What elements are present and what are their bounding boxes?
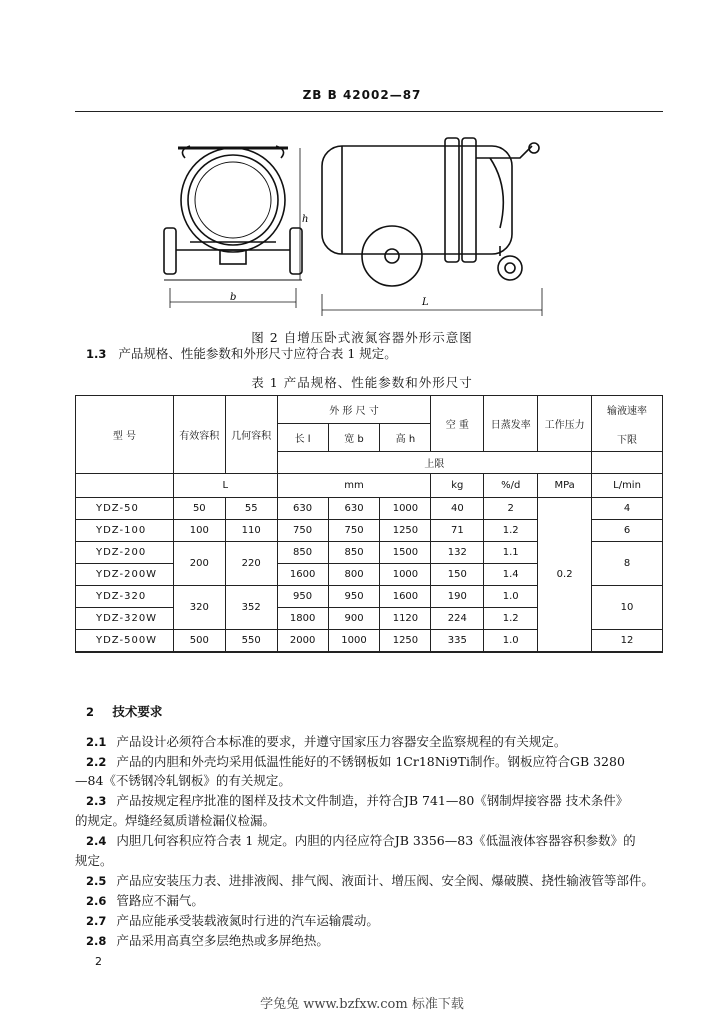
- header-working-pressure: 工作压力: [538, 396, 592, 452]
- clause-2-2-cont: —84《不锈钢冷轧钢板》的有关规定。: [75, 773, 291, 788]
- clause-text: 产品应安装压力表、进排液阀、排气阀、液面计、增压阀、安全阀、爆破膜、挠性输液管等部件。: [116, 873, 654, 888]
- unit-rate: L/min: [592, 474, 663, 498]
- cell-model: YDZ-320W: [76, 608, 174, 630]
- clause-number: 1.3: [86, 347, 107, 361]
- cell-l: 750: [277, 520, 328, 542]
- cell-h: 1250: [380, 520, 431, 542]
- header-height: 高 h: [380, 424, 431, 452]
- clause-2-6: [86, 891, 666, 911]
- header-rate-blank: [592, 452, 663, 474]
- dim-label-h: h: [302, 214, 309, 225]
- clause-number: 2.6: [86, 894, 107, 908]
- header-width: 宽 b: [328, 424, 380, 452]
- clause-number: 2.3: [86, 794, 107, 808]
- clause-text: 产品设计必须符合本标准的要求，并遵守国家压力容器安全监察规程的有关规定。: [116, 734, 567, 749]
- cell-l: 1600: [277, 564, 328, 586]
- cell-model: YDZ-320: [76, 586, 174, 608]
- cell-b: 750: [328, 520, 380, 542]
- header-delivery-rate: [592, 396, 663, 452]
- cell-h: 1000: [380, 498, 431, 520]
- cell-h: 1120: [380, 608, 431, 630]
- cell-ev: 50: [173, 498, 225, 520]
- page-number: 2: [95, 955, 102, 968]
- section-title: 技术要求: [112, 704, 163, 719]
- header-dimensions: 外 形 尺 寸: [277, 396, 431, 424]
- cell-l: 1800: [277, 608, 328, 630]
- cell-b: 800: [328, 564, 380, 586]
- clause-2-3: [86, 791, 666, 811]
- cell-weight: 71: [431, 520, 484, 542]
- header-effective-volume: 有效容积: [173, 396, 225, 474]
- cell-evap: 1.1: [484, 542, 538, 564]
- unit-volume: L: [173, 474, 277, 498]
- standard-code: ZB B 42002—87: [302, 88, 422, 102]
- cell-weight: 224: [431, 608, 484, 630]
- clause-number: 2.2: [86, 755, 107, 769]
- table-caption: 表 1 产品规格、性能参数和外形尺寸: [251, 375, 473, 390]
- clause-2-1: [86, 732, 666, 752]
- clause-number: 2.8: [86, 934, 107, 948]
- cell-pressure: 0.2: [538, 498, 592, 653]
- cell-b: 630: [328, 498, 380, 520]
- cell-rate: 6: [592, 520, 663, 542]
- cell-model: YDZ-50: [76, 498, 174, 520]
- clause-text: 产品应能承受装载液氮时行进的汽车运输震动。: [116, 913, 379, 928]
- clause-text: 产品规格、性能参数和外形尺寸应符合表 1 规定。: [118, 346, 397, 361]
- unit-weight: kg: [431, 474, 484, 498]
- dim-label-b: b: [230, 292, 237, 303]
- cell-gv: 550: [225, 630, 277, 653]
- clause-text: 产品的内胆和外壳均采用低温性能好的不锈钢板如 1Cr18Ni9Ti制作。钢板应符合GB 3280: [116, 754, 625, 769]
- header-geometric-volume: 几何容积: [225, 396, 277, 474]
- figure-caption: 图 2 自增压卧式液氮容器外形示意图: [251, 330, 473, 345]
- cell-ev: 200: [173, 542, 225, 586]
- cell-l: 630: [277, 498, 328, 520]
- clause-1-3: [86, 344, 397, 364]
- header-empty-weight: 空 重: [431, 396, 484, 452]
- cell-h: 1500: [380, 542, 431, 564]
- footer-watermark: 学兔兔 www.bzfxw.com 标准下载: [260, 997, 464, 1012]
- cell-model: YDZ-200: [76, 542, 174, 564]
- clause-number: 2.1: [86, 735, 107, 749]
- cell-evap: 1.2: [484, 608, 538, 630]
- cell-b: 1000: [328, 630, 380, 653]
- cell-gv: 220: [225, 542, 277, 586]
- unit-blank: [76, 474, 174, 498]
- clause-2-8: [86, 931, 666, 951]
- cell-gv: 55: [225, 498, 277, 520]
- clause-text: 管路应不漏气。: [116, 893, 204, 908]
- unit-dimensions: mm: [277, 474, 431, 498]
- header-model: 型 号: [76, 396, 174, 474]
- clause-2-3-cont: 的规定。焊缝经氦质谱检漏仪检漏。: [75, 813, 276, 828]
- cell-rate: 10: [592, 586, 663, 630]
- clause-number: 2.4: [86, 834, 107, 848]
- header-daily-evap: 日蒸发率: [484, 396, 538, 452]
- cell-l: 950: [277, 586, 328, 608]
- cell-h: 1250: [380, 630, 431, 653]
- cell-evap: 1.0: [484, 586, 538, 608]
- cell-b: 950: [328, 586, 380, 608]
- cell-weight: 132: [431, 542, 484, 564]
- cell-evap: 1.2: [484, 520, 538, 542]
- cell-model: YDZ-500W: [76, 630, 174, 653]
- unit-pressure: MPa: [538, 474, 592, 498]
- header-length: 长 l: [277, 424, 328, 452]
- header-upper-limit: 上限: [277, 452, 591, 474]
- cell-gv: 352: [225, 586, 277, 630]
- header-lower-limit: 下限: [617, 434, 638, 446]
- cell-h: 1000: [380, 564, 431, 586]
- clause-2-4-cont: 规定。: [75, 853, 113, 868]
- cell-weight: 40: [431, 498, 484, 520]
- cell-evap: 1.0: [484, 630, 538, 653]
- clause-2-7: [86, 911, 666, 931]
- clause-2-4: [86, 831, 666, 851]
- clause-2-5: [86, 871, 666, 891]
- cell-weight: 190: [431, 586, 484, 608]
- figure-2-diagram: [150, 128, 560, 323]
- cell-b: 850: [328, 542, 380, 564]
- header-rule: [75, 111, 663, 112]
- cell-evap: 2: [484, 498, 538, 520]
- unit-evap: %/d: [484, 474, 538, 498]
- clause-text: 内胆几何容积应符合表 1 规定。内胆的内径应符合JB 3356—83《低温液体容器容积参数》的: [116, 833, 636, 848]
- clause-number: 2.7: [86, 914, 107, 928]
- cell-b: 900: [328, 608, 380, 630]
- section-number: 2: [86, 705, 95, 719]
- cell-model: YDZ-200W: [76, 564, 174, 586]
- cell-l: 2000: [277, 630, 328, 653]
- header-delivery-rate-label: 输液速率: [607, 405, 648, 417]
- cell-ev: 320: [173, 586, 225, 630]
- section-2-heading: [86, 702, 162, 722]
- cell-rate: 8: [592, 542, 663, 586]
- cell-ev: 500: [173, 630, 225, 653]
- cell-gv: 110: [225, 520, 277, 542]
- spec-table: [75, 395, 663, 653]
- cell-weight: 335: [431, 630, 484, 653]
- cell-rate: 12: [592, 630, 663, 653]
- dim-label-L: L: [422, 297, 429, 308]
- cell-weight: 150: [431, 564, 484, 586]
- cell-h: 1600: [380, 586, 431, 608]
- clause-number: 2.5: [86, 874, 107, 888]
- cell-evap: 1.4: [484, 564, 538, 586]
- cell-ev: 100: [173, 520, 225, 542]
- clause-2-2: [86, 752, 666, 772]
- clause-text: 产品按规定程序批准的图样及技术文件制造，并符合JB 741—80《钢制焊接容器 技术条件》: [116, 793, 629, 808]
- cell-l: 850: [277, 542, 328, 564]
- table-row: [76, 498, 663, 520]
- clause-text: 产品采用高真空多层绝热或多屏绝热。: [116, 933, 329, 948]
- cell-model: YDZ-100: [76, 520, 174, 542]
- cell-rate: 4: [592, 498, 663, 520]
